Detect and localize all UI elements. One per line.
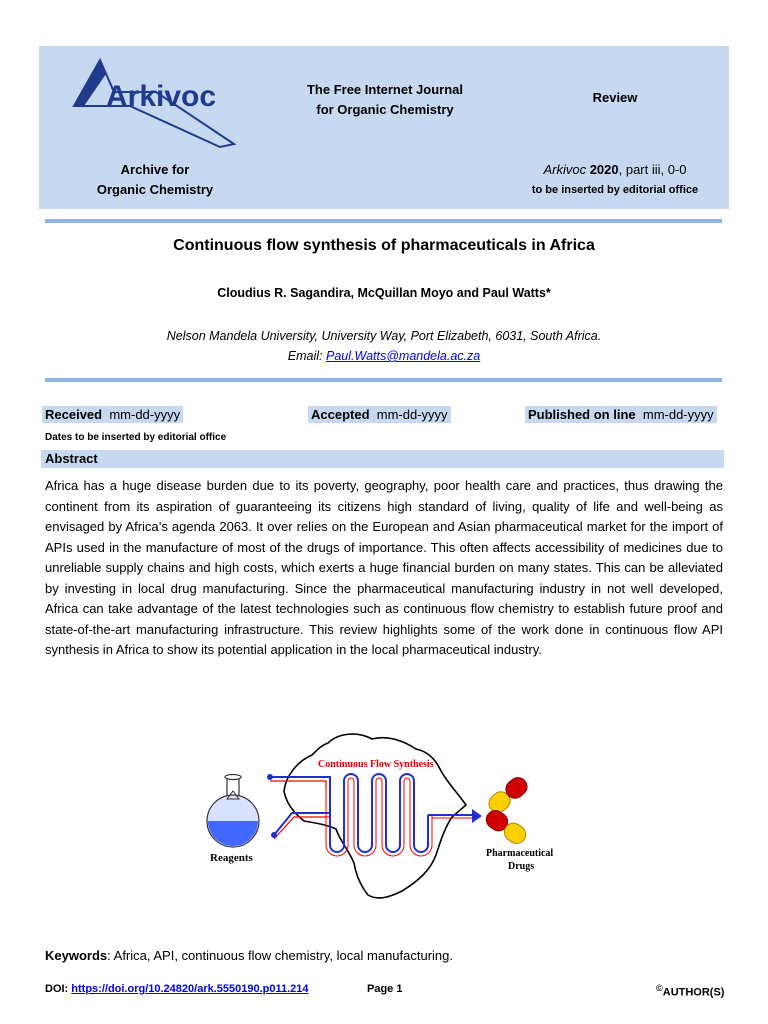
divider-middle (45, 378, 722, 382)
doi (45, 983, 309, 995)
keywords-text: : Africa, API, continuous flow chemistry, local manufacturing. (107, 948, 453, 963)
ref-journal: Arkivoc (543, 162, 587, 177)
published-date (525, 407, 717, 422)
abstract-text: Africa has a huge disease burden due to its poverty, geography, poor health care and practices, thus drawing the continent from its aspiration of guaranteeing its citizens high standard of living, quality of life and well-being as envisaged by Africa’s agenda 2063. It over relies on the European and Asian pharmaceutical market for the import of APIs used in the manufacture of most of the drugs of importance. This often affects accessibility of medicines due to unreliable supply chains and high costs, which exerts a huge financial burden on many states. This can be alleviated by investing in local drug manufacturing. Since the pharmaceutical manufacturing industry in not well developed, Africa can take advantage of the latest technologies such as continuous flow chemistry to establish future proof and state-of-the-art manufacturing infrastructure. This review highlights some of the work done in continuous flow API synthesis in Africa to show its potential application in the local pharmaceutical industry. (45, 478, 723, 657)
copyright-text: AUTHOR(S) (662, 986, 725, 999)
drugs-label-2: Drugs (508, 861, 535, 872)
divider-top (45, 219, 722, 223)
ref-part: , part iii, 0-0 (618, 162, 687, 177)
published-label: Published on line (528, 407, 636, 422)
abstract-heading: Abstract (45, 451, 98, 466)
archive-line-1: Archive for (120, 162, 190, 177)
reagents-label: Reagents (210, 852, 253, 864)
archive-line-2: Organic Chemistry (96, 182, 214, 197)
journal-line-2: for Organic Chemistry (316, 102, 454, 117)
citation-reference (490, 160, 740, 200)
affiliation-block (40, 326, 728, 366)
received-label: Received (45, 407, 103, 422)
received-value: mm-dd-yyyy (109, 407, 181, 422)
doi-link[interactable]: https://doi.org/10.24820/ark.5550190.p011.214 (71, 983, 309, 995)
arrow-icon (472, 809, 482, 823)
drugs-label-1: Pharmaceutical (486, 848, 554, 859)
journal-line-1: The Free Internet Journal (306, 82, 464, 97)
journal-name (260, 80, 510, 120)
article-type: Review (592, 90, 638, 105)
keywords-label: Keywords (45, 948, 108, 963)
affiliation: Nelson Mandela University, University Way, Port Elizabeth, 6031, South Africa. (166, 329, 602, 343)
flask-icon (207, 775, 259, 848)
arkivoc-logo (70, 54, 240, 149)
accepted-date (308, 407, 451, 422)
ref-year: 2020 (589, 162, 619, 177)
author-list: Cloudius R. Sagandira, McQuillan Moyo and Paul Watts* (217, 286, 551, 300)
capsule-icon (483, 807, 529, 847)
logo-text: Arkivoc (106, 80, 217, 113)
flow-label: Continuous Flow Synthesis (318, 759, 434, 770)
email-link[interactable]: Paul.Watts@mandela.ac.za (326, 349, 481, 363)
accepted-label: Accepted (311, 407, 370, 422)
page-number: Page 1 (367, 983, 403, 995)
ref-note: to be inserted by editorial office (531, 184, 699, 196)
graphical-abstract (190, 725, 580, 905)
dates-note: Dates to be inserted by editorial office (45, 432, 227, 443)
archive-label (60, 160, 250, 200)
doi-label: DOI: (45, 983, 72, 995)
received-date (42, 407, 183, 422)
published-value: mm-dd-yyyy (642, 407, 714, 422)
copyright (656, 983, 724, 999)
accepted-value: mm-dd-yyyy (376, 407, 448, 422)
capsule-icon (485, 774, 530, 816)
keywords (45, 948, 453, 963)
copyright-mark: © (656, 983, 663, 993)
email-label: Email: (287, 349, 326, 363)
article-title: Continuous flow synthesis of pharmaceuticals in Africa (173, 237, 595, 254)
abstract-heading-bar (41, 450, 724, 468)
